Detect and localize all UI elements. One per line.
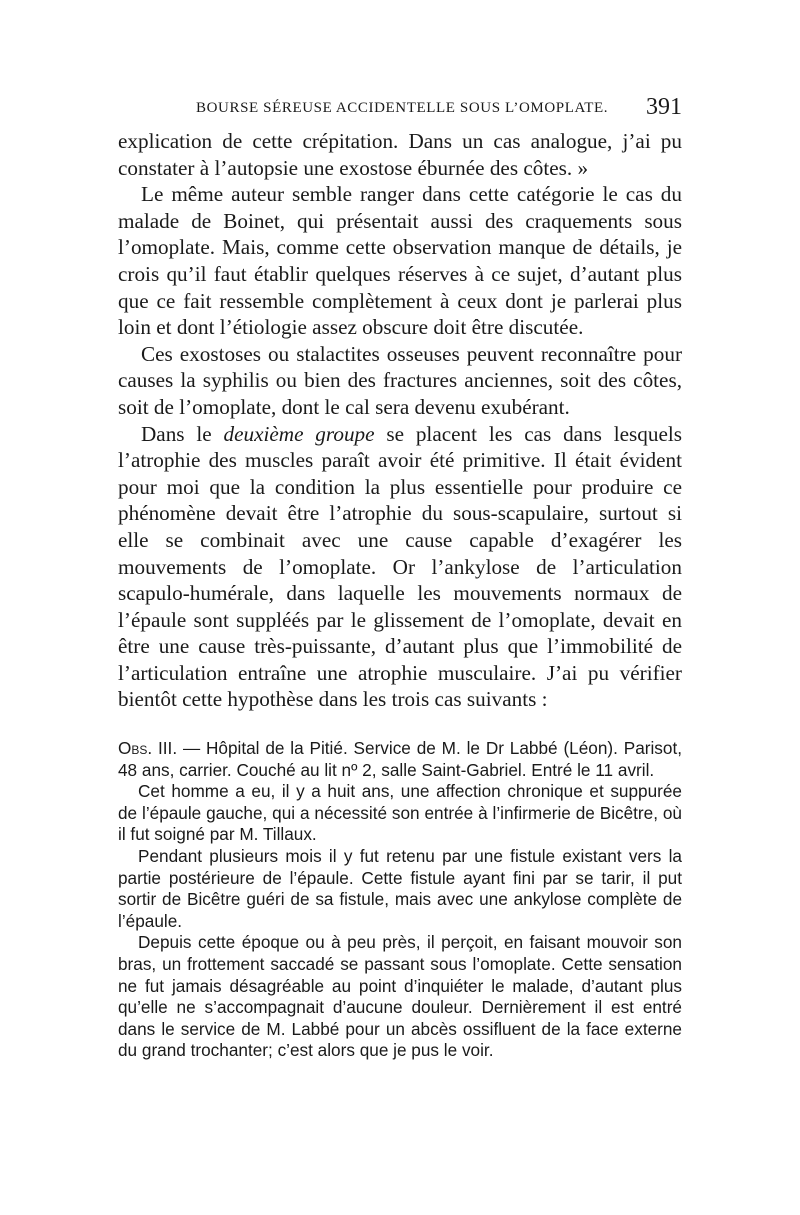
observation-intro: — Hôpital de la Pitié. Service de M. le Dr Labbé (Léon). Parisot, 48 ans, carrier. Couché au lit nº 2, salle Saint-Gabriel. Entré le 11 avril. — [118, 738, 683, 780]
paragraph-4 — [118, 421, 682, 714]
italic-term: deuxième groupe — [223, 421, 375, 446]
running-header — [196, 94, 682, 124]
page-number: 391 — [646, 94, 682, 120]
paragraph-4-rest: se placent les cas dans lesquels l’atrophie des muscles paraît avoir été primitive. Il était évident pour moi que la condition la plus essentielle pour produire ce phénomène devait être l’atrophie du sous-scapulaire, surtout si elle se combinait avec une cause capable d’exagérer les mouvements de l’omoplate. Or l’ankylose de l’articulation scapulo-humérale, dans laquelle les mouvements normaux de l’épaule sont suppléés par le glissement de l’omoplate, devait en être une cause très-puissante, d’autant plus que l’immobilité de l’articulation entraîne une atrophie musculaire. J’ai pu vérifier bientôt cette hypothèse dans les trois cas suivants : — [118, 421, 682, 712]
observation-paragraph-3: Pendant plusieurs mois il y fut retenu par une fistule existant vers la partie postérieure de l’épaule. Cette fistule ayant fini par se tarir, il put sortir de Bicêtre guéri de sa fistule, mais avec une ankylose complète de l’épaule. — [118, 845, 682, 931]
running-title: BOURSE SÉREUSE ACCIDENTELLE SOUS L’OMOPLATE. — [196, 100, 609, 116]
observation-label: Obs. III. — [118, 738, 178, 758]
observation-heading — [118, 738, 682, 781]
observation-paragraph-4: Depuis cette époque ou à peu près, il perçoit, en faisant mouvoir son bras, un frottement saccadé se passant sous l’omoplate. Cette sensation ne fut jamais désagréable au point d’inquiéter le malade, d’autant plus qu’elle ne s’accompagnait d’aucune douleur. Dernièrement il est entré dans le service de M. Labbé pour un abcès ossifluent de la face externe du grand trochanter; c’est alors que je pus le voir. — [118, 932, 682, 1061]
paragraph-3: Ces exostoses ou stalactites osseuses peuvent reconnaître pour causes la syphilis ou bien des fractures anciennes, soit des côtes, soit de l’omoplate, dont le cal sera devenu exubérant. — [118, 341, 682, 419]
main-text — [118, 128, 682, 713]
paragraph-2: Le même auteur semble ranger dans cette catégorie le cas du malade de Boinet, qui présentait aussi des craquements sous l’omoplate. Mais, comme cette observation manque de détails, je crois qu’il faut établir quelques réserves à ce sujet, d’autant plus que ce fait ressemble complètement à ceux dont je parlerai plus loin et dont l’étiologie assez obscure doit être discutée. — [118, 182, 682, 340]
observation-paragraph-2: Cet homme a eu, il y a huit ans, une affection chronique et suppurée de l’épaule gauche, qui a nécessité son entrée à l’infirmerie de Bicêtre, où il fut soigné par M. Tillaux. — [118, 781, 682, 845]
paragraph-4-start: Dans le — [141, 421, 224, 446]
observation-block — [118, 738, 682, 1062]
paragraph-1: explication de cette crépitation. Dans un cas analogue, j’ai pu constater à l’autopsie une exostose éburnée des côtes. » — [118, 129, 682, 180]
